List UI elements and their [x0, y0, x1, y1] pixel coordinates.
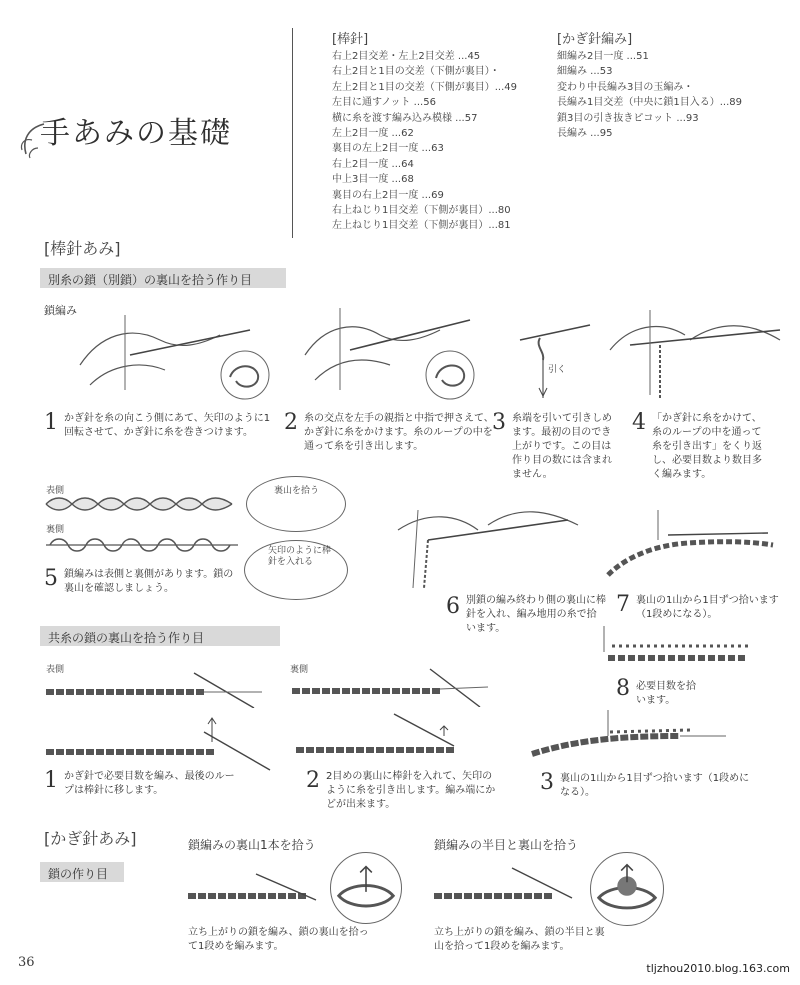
kagi-sub2-text: 立ち上がりの鎖を編み、鎖の半目と裏山を拾って1段めを編みます。 [434, 927, 605, 952]
band2-step2-number: 2 [306, 768, 320, 793]
step2-number: 2 [284, 410, 298, 435]
chain-label: 鎖編み [44, 304, 77, 317]
index-bo-item: 左目に通すノット ...56 [332, 97, 436, 109]
band2-step2-text: 2目めの裏山に棒針を入れて、矢印のように糸を引き出します。編み端にかどが出来ます。 [326, 771, 496, 810]
step7-text: 裏山の1山から1目ずつ拾います（1段めになる）。 [636, 595, 779, 620]
step8-number: 8 [616, 676, 630, 701]
kagi-sub1-illustration [186, 870, 326, 910]
band2-step1-illustration [44, 712, 274, 772]
index-bo-item: 左上2目と1目の交差（下側が裏目）...49 [332, 81, 517, 93]
arrow-label: 矢印のように棒針を入れる [268, 546, 332, 567]
band-kusari: 鎖の作り目 [40, 862, 124, 882]
urayama-label: 裏山を拾う [274, 486, 320, 496]
step3-illustration [515, 320, 595, 400]
kagi-sub1-detail [330, 852, 402, 924]
step8-text: 必要目数を拾います。 [636, 681, 696, 706]
step1-illustration [70, 305, 270, 405]
index-kagi-item: 変わり中長編み3目の玉編み・ [557, 81, 694, 93]
step3-number: 3 [492, 410, 506, 435]
band2-step3-illustration [530, 706, 730, 766]
index-kagi-item: 長編み1目交差（中央に鎖1目入る）...89 [557, 97, 742, 109]
chain-back [44, 534, 240, 556]
kagi-sub2: 鎖編みの半目と裏山を拾う [434, 838, 579, 852]
index-kagi-item: 鎖3目の引き抜きピコット ...93 [557, 112, 699, 124]
index-bo-item: 横に糸を渡す編み込み模様 ...57 [332, 112, 478, 124]
chain-front [44, 494, 234, 514]
kagi-sub2-illustration [432, 864, 582, 910]
step2-text: 糸の交点を左手の親指と中指で押さえて、かぎ針に糸をかけます。糸のループの中を通って糸を引き出します。 [304, 413, 494, 452]
step1-number: 1 [44, 410, 58, 435]
band2-chain-back [290, 665, 490, 707]
front-label: 表側 [46, 486, 65, 496]
index-bo-item: 裏目の左上2目一度 ...63 [332, 143, 444, 155]
index-bo-item: 右上2目交差・左上2目交差 ...45 [332, 51, 481, 62]
step4-text: 「かぎ針に糸をかけて、糸のループの中を通って糸を引き出す」をくり返し、必要目数より数目多く編みます。 [652, 413, 762, 480]
index-kagi [557, 28, 787, 141]
page-title: 手あみの基礎 [40, 116, 232, 151]
kagi-sub1-text: 立ち上がりの鎖を編み、鎖の裏山を拾って1段めを編みます。 [188, 927, 369, 952]
step6-text: 別鎖の編み終わり側の裏山に棒針を入れ、編み地用の糸で拾います。 [466, 595, 606, 634]
index-bo-header: [棒針] [332, 32, 369, 47]
divider [292, 28, 293, 238]
step5-number: 5 [44, 566, 58, 591]
page-number: 36 [18, 955, 35, 970]
band2-front-label: 表側 [46, 665, 65, 675]
band2-step3-number: 3 [540, 770, 554, 795]
section-bo-heading: [棒針あみ] [44, 239, 121, 258]
step6-number: 6 [446, 594, 460, 619]
step7-number: 7 [616, 592, 630, 617]
index-kagi-item: 細編み ...53 [557, 66, 613, 78]
source-url: tljzhou2010.blog.163.com [646, 962, 790, 975]
pull-label: 引く [548, 365, 567, 375]
band2-step1-text: かぎ針で必要目数を編み、最後のループは棒針に移します。 [64, 771, 235, 796]
step1-text: かぎ針を糸の向こう側にあて、矢印のように1回転させて、かぎ針に糸を巻きつけます。 [64, 413, 271, 438]
index-bo [332, 28, 552, 234]
index-bo-item: 右上2目と1目の交差（下側が裏目）・ [332, 66, 500, 78]
index-bo-item: 左上2目一度 ...62 [332, 128, 414, 140]
band2-chain-front [44, 668, 264, 708]
step4-illustration [600, 300, 790, 405]
band2-step3-text: 裏山の1山から1目ずつ拾います（1段めになる）。 [560, 773, 750, 798]
back-label: 裏側 [46, 525, 65, 535]
step2-illustration [300, 300, 480, 405]
index-kagi-item: 長編み ...95 [557, 128, 613, 140]
index-bo-item: 右上ねじり1目交差（下側が裏目）...80 [332, 205, 511, 217]
kagi-sub1: 鎖編みの裏山1本を拾う [188, 838, 316, 852]
step8-illustration [598, 622, 758, 672]
index-kagi-header: [かぎ針編み] [557, 32, 633, 47]
band2-step1-number: 1 [44, 768, 58, 793]
kagi-sub2-detail [590, 852, 664, 926]
index-bo-item: 左上ねじり1目交差（下側が裏目）...81 [332, 220, 511, 232]
index-kagi-item: 細編み2目一度 ...51 [557, 51, 649, 62]
band-bekkusari: 別糸の鎖（別鎖）の裏山を拾う作り目 [40, 268, 286, 288]
index-bo-item: 中上3目一度 ...68 [332, 174, 414, 186]
band2-back-label: 裏側 [290, 665, 309, 675]
band2-step2-illustration [294, 706, 494, 766]
index-bo-item: 裏目の右上2目一度 ...69 [332, 189, 444, 201]
step4-number: 4 [632, 410, 646, 435]
index-bo-list [332, 49, 552, 234]
step3-text: 糸端を引いて引きしめます。最初の目のでき上がりです。この目は作り目の数には含まれません。 [512, 413, 612, 480]
step5-text: 鎖編みは表側と裏側があります。鎖の裏山を確認しましょう。 [64, 569, 234, 594]
band-tomoito: 共糸の鎖の裏山を拾う作り目 [40, 626, 280, 646]
section-kagi-heading: [かぎ針あみ] [44, 829, 137, 848]
step6-illustration [388, 490, 588, 590]
index-kagi-list [557, 49, 787, 141]
index-bo-item: 右上2目一度 ...64 [332, 158, 414, 170]
step7-illustration [598, 505, 778, 585]
